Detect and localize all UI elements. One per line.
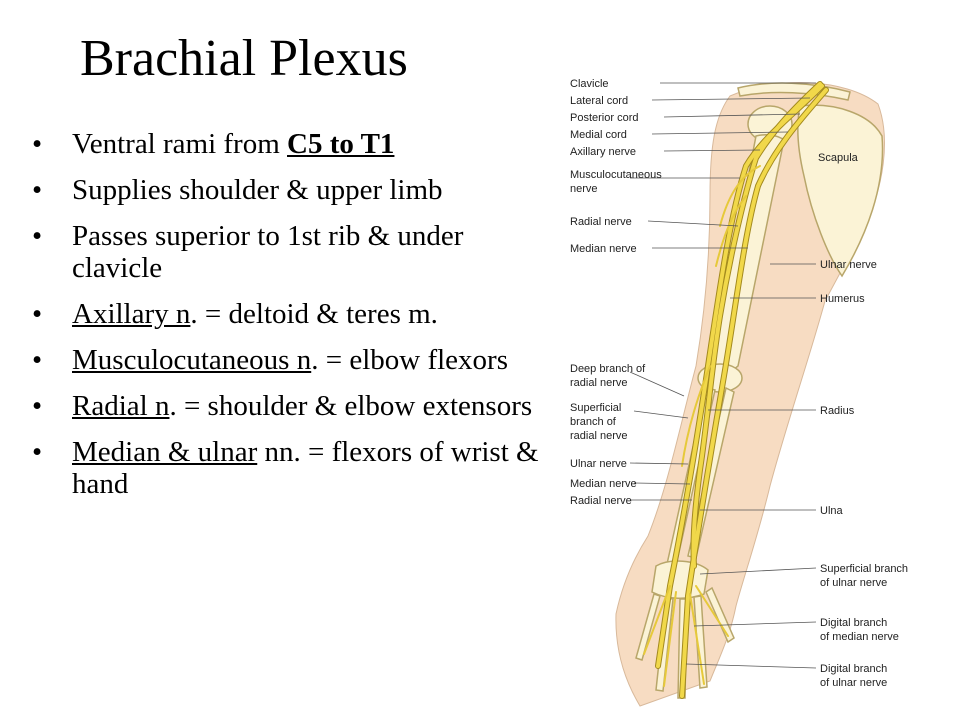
label-musculocutaneous-1: Musculocutaneous — [570, 169, 662, 181]
bullet-emphasis: Radial n — [72, 390, 170, 422]
label-median-nerve-low: Median nerve — [570, 478, 637, 490]
bullet-item — [26, 390, 546, 422]
bullet-dot: • — [32, 174, 43, 206]
bullet-dot: • — [32, 128, 43, 160]
label-dig-ulnar-1: Digital branch — [820, 663, 888, 675]
label-deep-branch-2: radial nerve — [570, 377, 628, 389]
bullet-emphasis: Musculocutaneous n — [72, 344, 312, 376]
bullet-dot: • — [32, 298, 43, 330]
label-dig-median-1: Digital branch — [820, 617, 888, 629]
label-dig-ulnar-2: of ulnar nerve — [820, 677, 888, 689]
bullet-text: nn. = flexors of wrist & hand — [72, 436, 539, 500]
label-dig-median-2: of median nerve — [820, 631, 899, 643]
bullet-item — [26, 128, 546, 160]
bullet-list — [26, 128, 546, 514]
label-superficial-2: branch of — [570, 416, 616, 428]
label-posterior-cord: Posterior cord — [570, 112, 639, 124]
label-sup-ulnar-1: Superficial branch — [820, 563, 909, 575]
bullet-item — [26, 436, 546, 500]
bullet-emphasis: Axillary n — [72, 298, 191, 330]
bullet-dot: • — [32, 344, 43, 376]
label-median-nerve: Median nerve — [570, 243, 637, 255]
bullet-dot: • — [32, 390, 43, 422]
bullet-item — [26, 220, 546, 284]
label-radial-nerve: Radial nerve — [570, 216, 632, 228]
arm-anatomy-illustration — [560, 66, 960, 720]
label-radial-nerve-low: Radial nerve — [570, 495, 632, 507]
bullet-text: Supplies shoulder & upper limb — [72, 174, 443, 206]
label-deep-branch-1: Deep branch of — [570, 363, 646, 375]
bullet-text: Ventral rami from — [72, 128, 288, 160]
label-superficial-1: Superficial — [570, 402, 622, 414]
label-musculocutaneous-2: nerve — [570, 183, 598, 195]
bullet-dot: • — [32, 220, 43, 252]
label-ulnar-nerve-low: Ulnar nerve — [570, 458, 627, 470]
label-sup-ulnar-2: of ulnar nerve — [820, 577, 888, 589]
slide-title: Brachial Plexus — [80, 30, 408, 87]
label-lateral-cord: Lateral cord — [570, 95, 629, 107]
bullet-text: . = shoulder & elbow extensors — [169, 390, 533, 422]
bullet-text: . = elbow flexors — [311, 344, 508, 376]
bullet-item — [26, 344, 546, 376]
bullet-text: . = deltoid & teres m. — [190, 298, 438, 330]
bullet-item — [26, 174, 546, 206]
label-scapula: Scapula — [818, 152, 858, 164]
label-axillary-nerve: Axillary nerve — [570, 146, 637, 158]
bullet-text: Passes superior to 1st rib & under clavicle — [72, 220, 464, 284]
bullet-emphasis: C5 to T1 — [287, 128, 395, 160]
bullet-item — [26, 298, 546, 330]
label-ulna: Ulna — [820, 505, 843, 517]
bullet-emphasis: Median & ulnar — [72, 436, 258, 468]
label-clavicle: Clavicle — [570, 78, 609, 90]
label-medial-cord: Medial cord — [570, 129, 627, 141]
arm-nerve-figure — [560, 66, 960, 720]
label-ulnar-nerve: Ulnar nerve — [820, 259, 877, 271]
label-superficial-3: radial nerve — [570, 430, 628, 442]
bullet-dot: • — [32, 436, 43, 468]
label-radius: Radius — [820, 405, 855, 417]
label-humerus: Humerus — [820, 293, 865, 305]
